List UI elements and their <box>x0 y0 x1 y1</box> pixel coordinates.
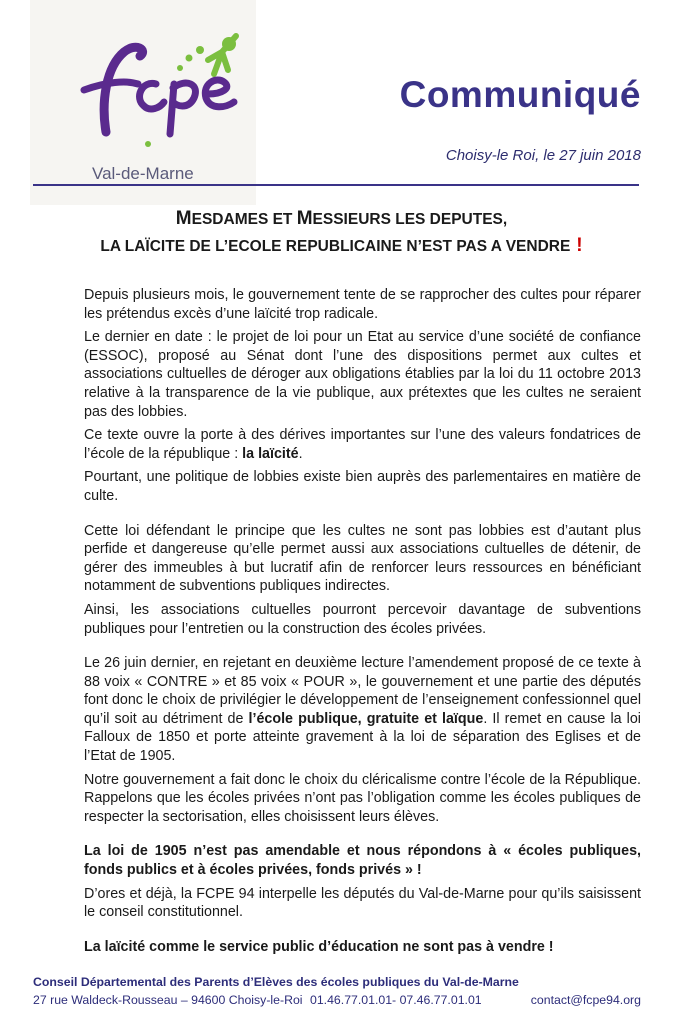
paragraph: Le 26 juin dernier, en rejetant en deuxième lecture l’amendement proposé de ce texte à 88 voix « CONTRE » et 85 voix « POUR », le gouvernement et une partie des députés font donc le choix de privilégier le développement de l’enseignement confessionnel quel qu’il soit au détriment de l’école publique, gratuite et laïque. Il remet en cause la loi Falloux de 1850 et porte atteinte gravement à la loi de séparation des Eglises et de l’Etat de 1905. <box>84 655 641 765</box>
page-title: Communiqué <box>399 74 641 115</box>
footer-org: Conseil Départemental des Parents d’Elèves des écoles publiques du Val-de-Marne <box>33 975 519 989</box>
paragraph: Ce texte ouvre la porte à des dérives importantes sur l’une des valeurs fondatrices de l’école de la république : la laïcité. <box>84 427 641 462</box>
paragraph: Cette loi défendant le principe que les cultes ne sont pas lobbies est d’autant plus perfide et dangereuse qu’elle permet aussi aux associations cultuelles de détenir, de gérer des immeubles à but lucratif afin de renforcer leurs ressources en bénéficiant notamment de subventions publiques indirectes. <box>84 522 641 595</box>
footer-phones: 01.46.77.01.01- 07.46.77.01.01 <box>310 993 482 1007</box>
paragraph: Le dernier en date : le projet de loi pour un Etat au service d’une société de confiance (ESSOC), proposé au Sénat dont l’une des dispositions permet aux cultes et associations cultuelles de déroger aux obligations établies par la loi du 11 octobre 2013 relative à la transparence de la vie publique, aux prétextes que les cultes ne seraient pas des lobbies. <box>84 329 641 420</box>
logo-region: Val-de-Marne <box>92 164 194 183</box>
logo-panel <box>30 0 256 205</box>
paragraph: Notre gouvernement a fait donc le choix du cléricalisme contre l’école de la République. Rappelons que les écoles privées n’ont pas l’obligation comme les écoles publiques de respecter la sectorisation, elles choisissent leurs élèves. <box>84 771 641 825</box>
paragraph: Pourtant, une politique de lobbies existe bien auprès des parlementaires en matière de culte. <box>84 469 641 504</box>
heading-line-2: LA LAÏCITE DE L’ECOLE REPUBLICAINE N’EST PAS A VENDRE ! <box>100 235 583 256</box>
fcpe-logo <box>76 22 251 147</box>
paragraph-bold: La loi de 1905 n’est pas amendable et nous répondons à « écoles publiques, fonds publics et à écoles privées, fonds privés » ! <box>84 843 641 879</box>
paragraph: Ainsi, les associations cultuelles pourront percevoir davantage de subventions publiques pour l’entretien ou la construction des écoles privées. <box>84 601 641 637</box>
footer-address: 27 rue Waldeck-Rousseau – 94600 Choisy-le-Roi <box>33 993 303 1007</box>
closing-statement: La laïcité comme le service public d’éducation ne sont pas à vendre ! <box>84 938 554 955</box>
dateline: Choisy-le Roi, le 27 juin 2018 <box>445 147 641 164</box>
paragraph: D’ores et déjà, la FCPE 94 interpelle les députés du Val-de-Marne pour qu’ils saisissent le conseil constitutionnel. <box>84 885 641 921</box>
body-text <box>84 286 641 961</box>
footer-email[interactable]: contact@fcpe94.org <box>530 993 641 1007</box>
heading-line-1: MESDAMES ET MESSIEURS LES DEPUTES, <box>175 208 508 229</box>
paragraph: Depuis plusieurs mois, le gouvernement tente de se rapprocher des cultes pour réparer les prétendus excès d’une laïcité trop radicale. <box>84 287 641 322</box>
header-divider <box>33 184 639 186</box>
